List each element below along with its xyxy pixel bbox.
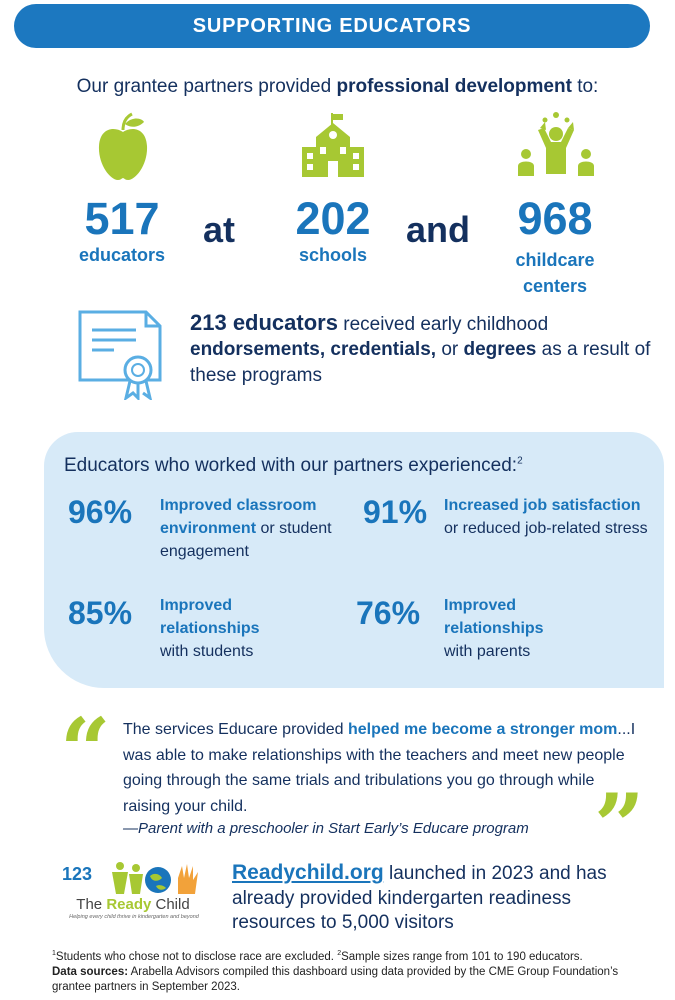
- stat-description: Improved relationships with parents: [444, 597, 544, 661]
- quote-attribution: —Parent with a preschooler in Start Early’s Educare program: [123, 820, 529, 837]
- experience-title: Educators who worked with our partners experienced:$^2$: [64, 455, 523, 476]
- stat-description: Improved relationships with students: [160, 597, 260, 661]
- apple-icon: [96, 112, 150, 182]
- educators-label: educators: [78, 245, 166, 265]
- section-banner: [14, 4, 650, 48]
- open-quote-icon: “: [60, 698, 111, 802]
- stat-percent: 85%: [68, 595, 133, 631]
- stat-description: Increased job satisfaction or reduced job-related stress: [444, 497, 648, 538]
- stat-percent: 76%: [356, 595, 421, 631]
- endorsement-count: 213 educators: [190, 310, 338, 335]
- section-title: SUPPORTING EDUCATORS: [192, 14, 472, 37]
- children-playing-icon: [516, 112, 596, 182]
- testimonial-quote: The services Educare provided helped me become a stronger mom...I was able to make relationships with the teachers and meet new people going through the same trials and tribulations you go through while raising your child.: [123, 721, 636, 815]
- close-quote-icon: ”: [594, 774, 645, 878]
- childcare-label-2: centers: [522, 276, 588, 296]
- certificate-icon: [76, 308, 168, 400]
- intro-emphasis: professional development: [336, 76, 572, 97]
- ready-child-tagline: Helping every child thrive in kindergarten and beyond: [69, 914, 199, 920]
- endorsement-text: 213 educators received early childhood endorsements, credentials, or degrees as a result of these programs: [190, 310, 651, 386]
- footnote-ref: 2: [517, 455, 523, 467]
- school-icon: [302, 113, 364, 179]
- readychild-link[interactable]: Readychild.org: [232, 861, 384, 884]
- stat-percent: 91%: [363, 494, 428, 530]
- childcare-label-1: childcare: [515, 250, 595, 270]
- childcare-count: 968: [517, 193, 593, 244]
- educators-count: 517: [84, 193, 160, 244]
- footnotes: $^1$Students who chose not to disclose race are excluded. $^2$Sample sizes range from 101 to 190 educators. Data sources: Arabella Advisors compiled this dashboard using data provided by the CME Group Foundation’s grantee partners in September 2023.: [52, 950, 619, 993]
- intro-text: Our grantee partners provided professional development to:: [76, 76, 599, 97]
- readychild-text: Readychild.org launched in 2023 and has already provided kindergarten readiness resources to 5,000 visitors: [232, 861, 607, 934]
- connector-and: and: [406, 209, 471, 250]
- connector-at: at: [203, 209, 236, 250]
- ready-child-logo-art: [52, 858, 214, 898]
- svg-text:123: 123: [62, 864, 93, 884]
- stat-percent: 96%: [68, 494, 133, 530]
- schools-label: schools: [298, 245, 368, 265]
- ready-child-logo-title: The Ready Child: [76, 896, 190, 913]
- schools-count: 202: [295, 193, 371, 244]
- stat-description: Improved classroom environment or student engagement: [160, 497, 332, 561]
- data-sources-label: Data sources:: [52, 965, 129, 978]
